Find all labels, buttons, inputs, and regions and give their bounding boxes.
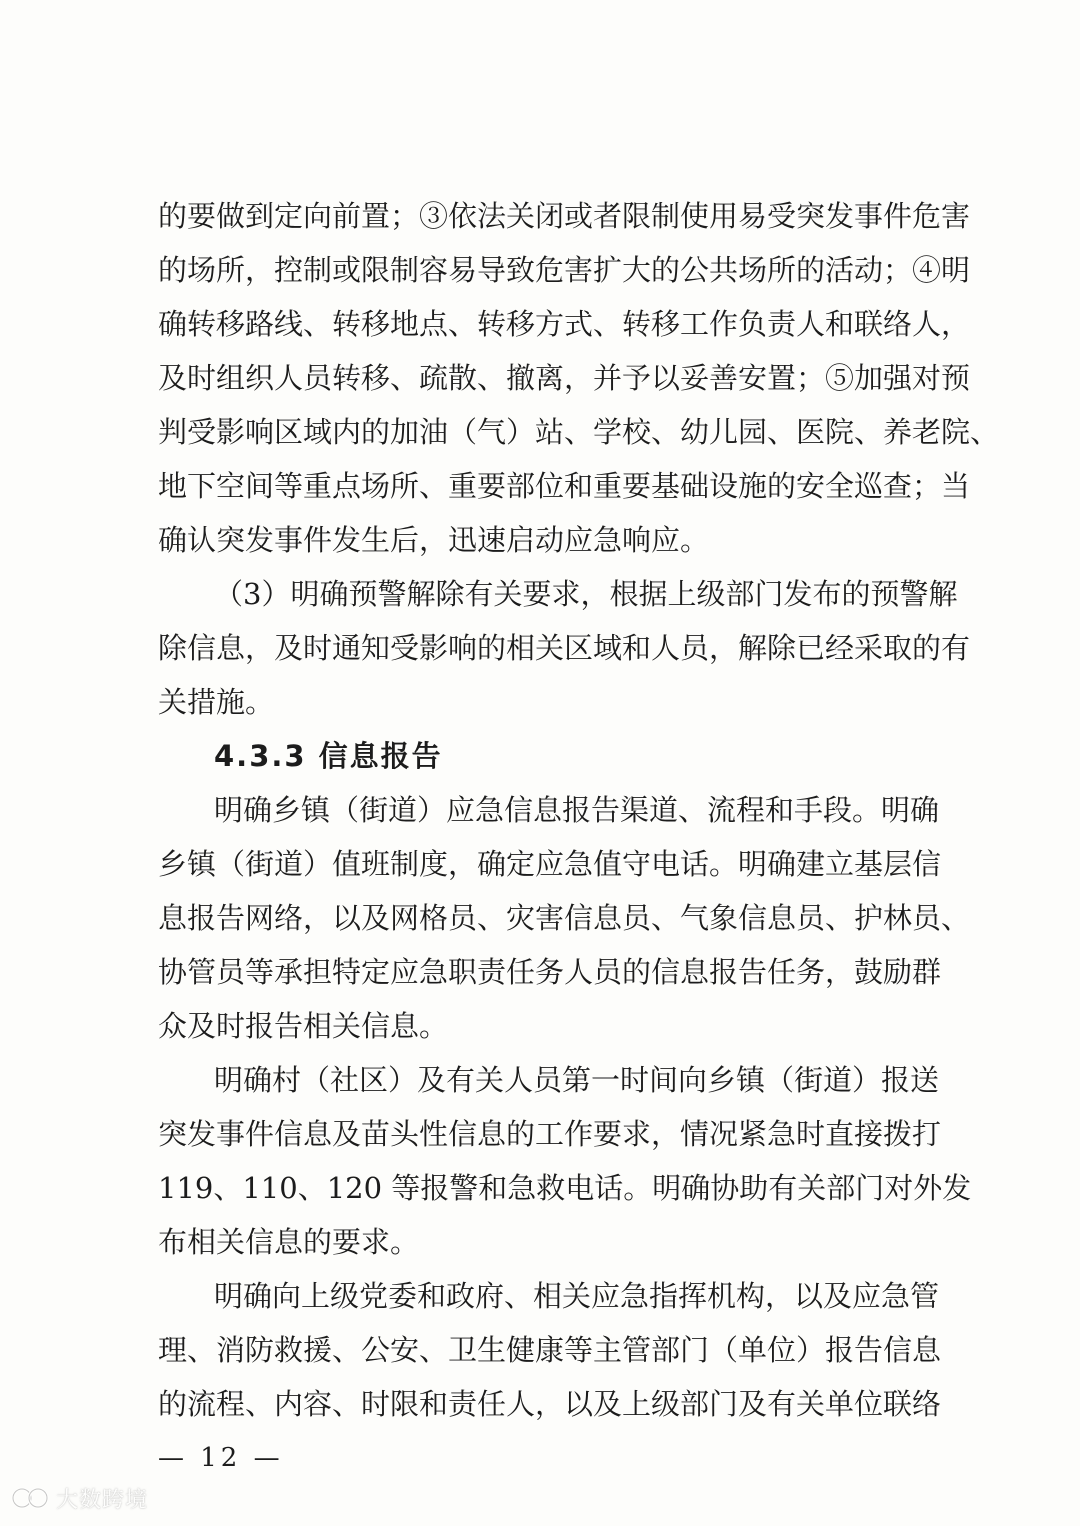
body-line-4: 及时组织人员转移、疏散、撤离，并予以妥善安置；⑤加强对预 — [158, 361, 971, 395]
body-line-5: 判受影响区域内的加油（气）站、学校、幼儿园、医院、养老院、 — [158, 415, 1000, 449]
body-line-22: 理、消防救援、公安、卫生健康等主管部门（单位）报告信息 — [158, 1333, 942, 1367]
body-line-17: 明确村（社区）及有关人员第一时间向乡镇（街道）报送 — [214, 1063, 940, 1097]
body-line-1: 的要做到定向前置；③依法关闭或者限制使用易受突发事件危害 — [158, 199, 971, 233]
body-line-8: （3）明确预警解除有关要求，根据上级部门发布的预警解 — [214, 577, 958, 611]
body-line-23: 的流程、内容、时限和责任人，以及上级部门及有关单位联络 — [158, 1387, 942, 1421]
body-line-20: 布相关信息的要求。 — [158, 1225, 420, 1259]
body-line-10: 关措施。 — [158, 685, 275, 719]
watermark-text: 大数跨境 — [56, 1487, 149, 1513]
body-line-19: 119、110、120 等报警和急救电话。明确协助有关部门对外发 — [158, 1171, 972, 1205]
body-line-6: 地下空间等重点场所、重要部位和重要基础设施的安全巡查；当 — [158, 469, 971, 503]
page-number: — 12 — — [158, 1443, 284, 1473]
body-line-16: 众及时报告相关信息。 — [158, 1009, 449, 1043]
watermark — [10, 1480, 148, 1516]
body-line-12: 明确乡镇（街道）应急信息报告渠道、流程和手段。明确 — [214, 793, 940, 827]
body-line-9: 除信息，及时通知受影响的相关区域和人员，解除已经采取的有 — [158, 631, 971, 665]
body-line-2: 的场所，控制或限制容易导致危害扩大的公共场所的活动；④明 — [158, 253, 971, 287]
body-line-13: 乡镇（街道）值班制度，确定应急值守电话。明确建立基层信 — [158, 847, 942, 881]
body-line-3: 确转移路线、转移地点、转移方式、转移工作负责人和联络人， — [158, 307, 971, 341]
body-line-15: 协管员等承担特定应急职责任务人员的信息报告任务，鼓励群 — [158, 955, 942, 989]
body-line-14: 息报告网络，以及网格员、灾害信息员、气象信息员、护林员、 — [158, 901, 971, 935]
body-line-18: 突发事件信息及苗头性信息的工作要求，情况紧急时直接拨打 — [158, 1117, 942, 1151]
body-line-21: 明确向上级党委和政府、相关应急指挥机构，以及应急管 — [214, 1279, 940, 1313]
brand-logo-icon — [10, 1483, 50, 1513]
section-heading: 4.3.3 信息报告 — [214, 739, 443, 773]
body-line-7: 确认突发事件发生后，迅速启动应急响应。 — [158, 523, 710, 557]
